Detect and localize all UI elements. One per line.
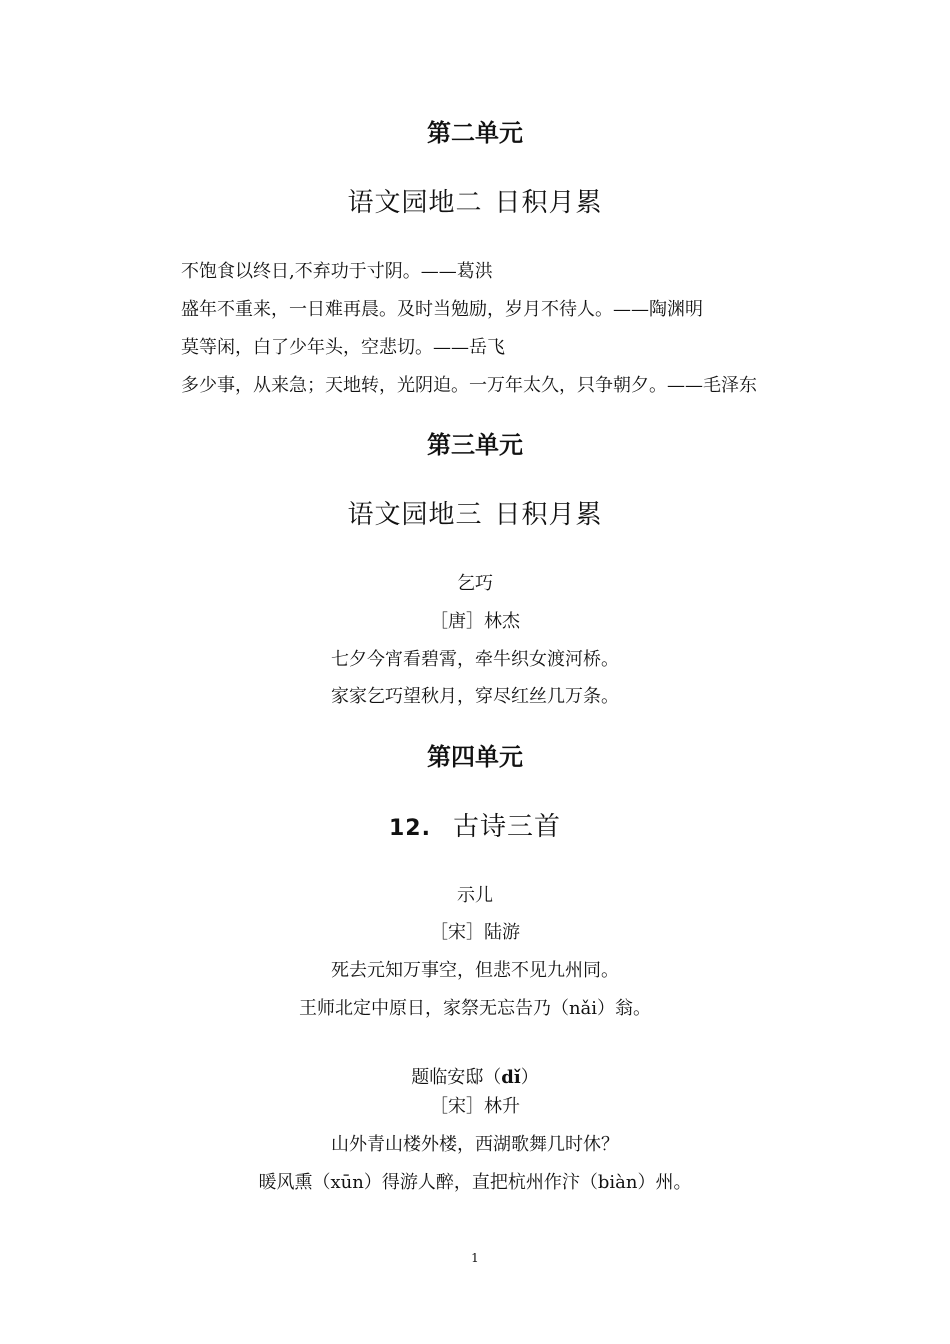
- poem-title-tilinandi: [0, 1065, 950, 1091]
- poem-title-text: 题临安邸（: [411, 1067, 502, 1088]
- section-title-2: [0, 186, 950, 220]
- section-title-2-main: 语文园地二: [347, 188, 483, 218]
- lesson-number: 12.: [389, 816, 431, 841]
- poem-line: 死去元知万事空，但悲不见九州同。: [331, 960, 619, 981]
- poem-line: 山外青山楼外楼，西湖歌舞几时休？: [331, 1134, 619, 1155]
- poem-title-pinyin: dǐ: [501, 1067, 521, 1088]
- section-title-3-sub: 日积月累: [494, 500, 603, 530]
- lesson-name: 古诗三首: [452, 812, 561, 842]
- page-number: 1: [471, 1251, 479, 1265]
- quote-4: 多少事，从来急；天地转，光阴迫。一万年太久，只争朝夕。——毛泽东: [181, 375, 757, 396]
- unit-heading-3: 第三单元: [427, 431, 523, 459]
- lesson-title: [0, 810, 950, 846]
- poem-author-tilinandi: ［宋］林升: [430, 1096, 520, 1117]
- section-title-2-sub: 日积月累: [494, 188, 603, 218]
- quote-1: 不饱食以终日,不弃功于寸阴。——葛洪: [181, 261, 493, 282]
- poem-line: 家家乞巧望秋月，穿尽红丝几万条。: [331, 686, 619, 707]
- poem-author-qiqiao: ［唐］林杰: [430, 611, 520, 632]
- poem-line: 七夕今宵看碧霄，牵牛织女渡河桥。: [331, 649, 619, 670]
- section-title-3-main: 语文园地三: [347, 500, 483, 530]
- poem-line: 暖风熏（xūn）得游人醉，直把杭州作汴（biàn）州。: [258, 1172, 692, 1193]
- poem-line: 王师北定中原日，家祭无忘告乃（nǎi）翁。: [298, 998, 652, 1019]
- poem-title-qiqiao: 乞巧: [457, 573, 493, 594]
- poem-title-close: ）: [520, 1067, 539, 1088]
- poem-title-shier: 示儿: [457, 885, 493, 906]
- poem-author-shier: ［宋］陆游: [430, 922, 520, 943]
- quote-2: 盛年不重来，一日难再晨。及时当勉励，岁月不待人。——陶渊明: [181, 299, 703, 320]
- unit-heading-4: 第四单元: [427, 743, 523, 771]
- unit-heading-2: 第二单元: [427, 119, 523, 147]
- quote-3: 莫等闲，白了少年头，空悲切。——岳飞: [181, 337, 505, 358]
- section-title-3: [0, 498, 950, 532]
